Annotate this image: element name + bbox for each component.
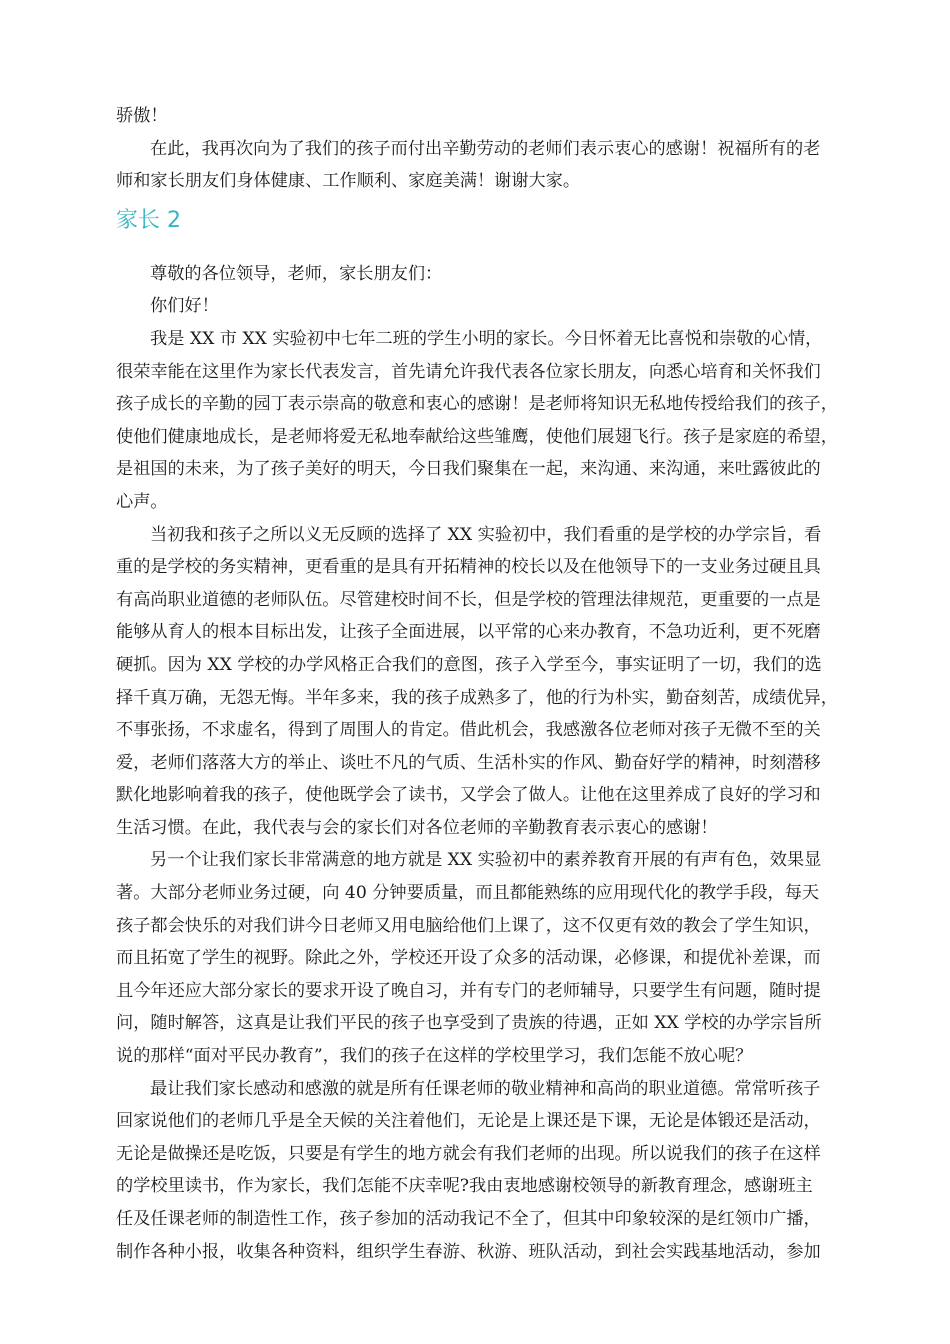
text-line: 骄傲！ — [116, 106, 168, 126]
text-line: 很荣幸能在这里作为家长代表发言，首先请允许我代表各位家长朋友，向悉心培育和关怀我们 — [116, 361, 821, 382]
text-line: 是祖国的未来，为了孩子美好的明天，今日我们聚集在一起，来沟通、来沟通，来吐露彼此的 — [116, 459, 821, 480]
text-line: 不事张扬，不求虚名，得到了周围人的肯定。借此机会，我感激各位老师对孩子无微不至的关 — [116, 720, 821, 741]
text-line: 制作各种小报，收集各种资料，组织学生春游、秋游、班队活动，到社会实践基地活动，参加 — [116, 1241, 821, 1262]
text-line: 硬抓。因为 XX 学校的办学风格正合我们的意图，孩子入学至今，事实证明了一切，我们的选 — [116, 654, 822, 675]
text-line: 尊敬的各位领导，老师，家长朋友们： — [150, 263, 443, 284]
text-line: 最让我们家长感动和感激的就是所有任课老师的敬业精神和高尚的职业道德。常常听孩子 — [150, 1078, 821, 1099]
text-line: 心声。 — [116, 491, 168, 512]
paragraph — [116, 258, 840, 291]
text-line: 而且拓宽了学生的视野。除此之外，学校还开设了众多的活动课，必修课，和提优补差课，而 — [116, 948, 821, 969]
text-line: 重的是学校的务实精神，更看重的是具有开拓精神的校长以及在他领导下的一支业务过硬且具 — [116, 557, 821, 578]
text-line: 你们好！ — [150, 296, 219, 317]
paragraph — [116, 519, 840, 845]
paragraph — [116, 133, 840, 198]
text-line: 能够从育人的根本目标出发，让孩子全面进展，以平常的心来办教育，不急功近利，更不死磨 — [116, 622, 821, 643]
paragraph — [116, 290, 840, 323]
text-line: 在此，我再次向为了我们的孩子而付出辛勤劳动的老师们表示衷心的感谢！祝福所有的老 — [150, 138, 821, 159]
paragraph — [116, 100, 840, 133]
text-line: 回家说他们的老师几乎是全天候的关注着他们，无论是上课还是下课，无论是体锻还是活动， — [116, 1111, 821, 1132]
text-line: 著。大部分老师业务过硬，向 40 分钟要质量，而且都能熟练的应用现代化的教学手段，每天 — [116, 883, 820, 904]
paragraph — [116, 844, 840, 1072]
speech-body — [116, 258, 840, 1268]
paragraph — [116, 323, 840, 519]
section-heading: 家长 2 — [116, 207, 181, 233]
text-line: 且今年还应大部分家长的要求开设了晚自习，并有专门的老师辅导，只要学生有问题，随时提 — [116, 980, 821, 1001]
text-line: 师和家长朋友们身体健康、工作顺利、家庭美满！谢谢大家。 — [116, 171, 581, 192]
text-line: 我是 XX 市 XX 实验初中七年二班的学生小明的家长。今日怀着无比喜悦和崇敬的心情， — [150, 328, 823, 349]
paragraph — [116, 1073, 840, 1269]
text-line: 任及任课老师的制造性工作，孩子参加的活动我记不全了，但其中印象较深的是红领巾广播， — [116, 1209, 821, 1229]
text-line: 爱，老师们落落大方的举止、谈吐不凡的气质、生活朴实的作风、勤奋好学的精神，时刻潜移 — [116, 752, 821, 773]
text-line: 生活习惯。在此，我代表与会的家长们对各位老师的辛勤教育表示衷心的感谢！ — [116, 817, 718, 838]
text-line: 无论是做操还是吃饭，只要是有学生的地方就会有我们老师的出现。所以说我们的孩子在这样 — [116, 1143, 821, 1164]
text-line: 孩子都会快乐的对我们讲今日老师又用电脑给他们上课了，这不仅更有效的教会了学生知识， — [116, 915, 821, 936]
text-line: 使他们健康地成长，是老师将爱无私地奉献给这些雏鹰，使他们展翅飞行。孩子是家庭的希望， — [116, 426, 838, 447]
closing-of-previous-speech — [116, 100, 840, 198]
document-page — [116, 100, 840, 1268]
text-line: 说的那样“面对平民办教育”，我们的孩子在这样的学校里学习，我们怎能不放心呢？ — [116, 1046, 753, 1067]
text-line: 默化地影响着我的孩子，使他既学会了读书，又学会了做人。让他在这里养成了良好的学习和 — [116, 785, 821, 806]
text-line: 有高尚职业道德的老师队伍。尽管建校时间不长，但是学校的管理法律规范，更重要的一点是 — [116, 589, 821, 610]
text-line: 的学校里读书，作为家长，我们怎能不庆幸呢?我由衷地感谢校领导的新教育理念，感谢班主 — [116, 1176, 813, 1197]
text-line: 问，随时解答，这真是让我们平民的孩子也享受到了贵族的待遇，正如 XX 学校的办学宗旨所 — [116, 1013, 822, 1034]
text-line: 另一个让我们家长非常满意的地方就是 XX 实验初中的素养教育开展的有声有色，效果显 — [150, 850, 822, 871]
text-line: 当初我和孩子之所以义无反顾的选择了 XX 实验初中，我们看重的是学校的办学宗旨，看 — [150, 524, 822, 545]
text-line: 孩子成长的辛勤的园丁表示崇高的敬意和衷心的感谢！是老师将知识无私地传授给我们的孩子， — [116, 394, 838, 415]
text-line: 择千真万确，无怨无悔。半年多来，我的孩子成熟多了，他的行为朴实，勤奋刻苦，成绩优异， — [116, 687, 838, 708]
